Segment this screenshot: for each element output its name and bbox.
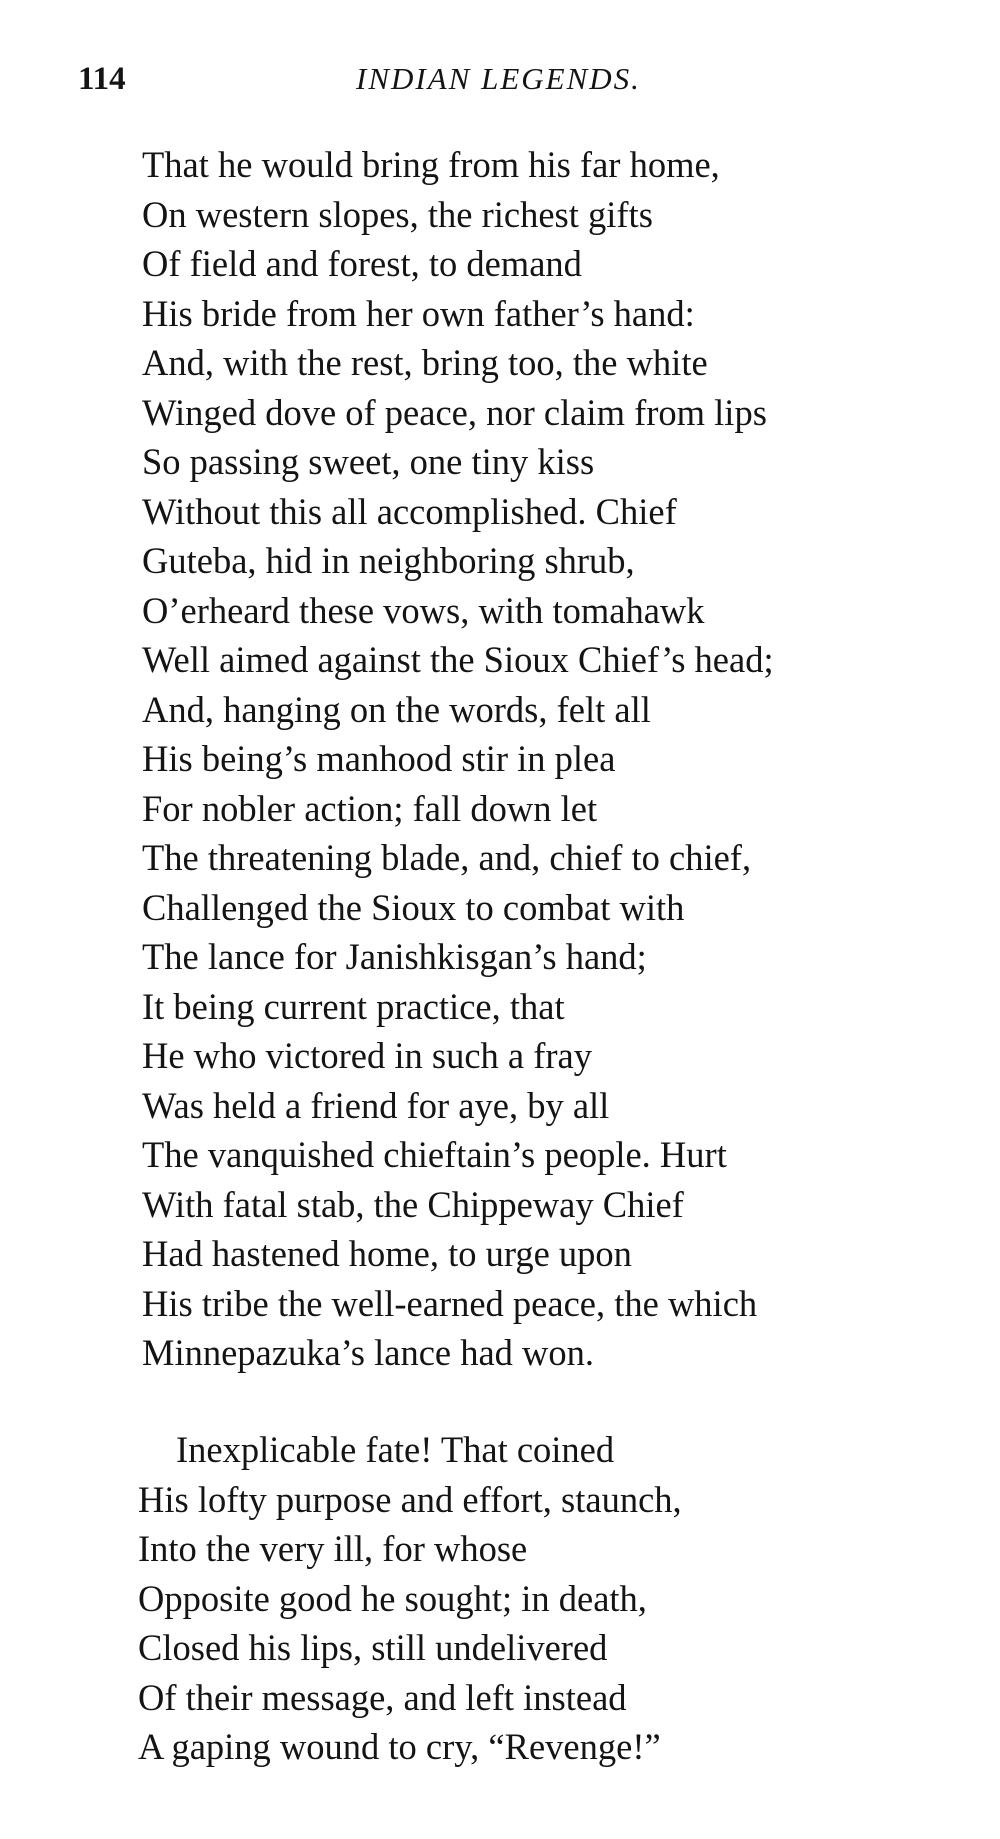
poem-line: That he would bring from his far home, <box>142 144 720 185</box>
poem-line: And, with the rest, bring too, the white <box>142 342 708 383</box>
poem-line: Closed his lips, still undelivered <box>138 1627 608 1668</box>
poem-stanza-1 <box>142 140 774 1378</box>
poem-line: On western slopes, the richest gifts <box>142 193 653 235</box>
poem-line: O’erheard these vows, with tomahawk <box>142 589 705 631</box>
page-number: 114 <box>78 61 126 97</box>
poem-line: Without this all accomplished. Chief <box>142 490 677 532</box>
poem-line: Guteba, hid in neighboring shrub, <box>142 540 635 581</box>
poem-line: For nobler action; fall down let <box>142 787 598 829</box>
poem-line: Was held a friend for aye, by all <box>142 1084 610 1126</box>
poem-line: Into the very ill, for whose <box>138 1528 528 1569</box>
poem-line: His lofty purpose and effort, staunch, <box>138 1478 682 1520</box>
poem-line: With fatal stab, the Chippeway Chief <box>142 1183 684 1225</box>
poem-line: His tribe the well-earned peace, the which <box>142 1282 758 1324</box>
poem-line: Of field and forest, to demand <box>142 243 582 284</box>
poem-line: And, hanging on the words, felt all <box>142 688 651 730</box>
poem-line: So passing sweet, one tiny kiss <box>142 441 595 482</box>
poem-stanza-2 <box>138 1425 682 1772</box>
poem-line: He who victored in such a fray <box>142 1035 593 1076</box>
poem-line: Minnepazuka’s lance had won. <box>142 1332 595 1373</box>
poem-line: Challenged the Sioux to combat with <box>142 886 685 928</box>
poem-line: Winged dove of peace, nor claim from lips <box>142 391 767 433</box>
poem-line: His being’s manhood stir in plea <box>142 738 616 779</box>
poem-line: His bride from her own father’s hand: <box>142 292 695 334</box>
poem-line: Opposite good he sought; in death, <box>138 1577 647 1619</box>
poem-line: Had hastened home, to urge upon <box>142 1233 632 1274</box>
running-title: INDIAN LEGENDS. <box>356 61 641 96</box>
poem-line: A gaping wound to cry, “Revenge!” <box>138 1726 661 1767</box>
poem-line: The vanquished chieftain’s people. Hurt <box>142 1134 727 1175</box>
poem-line: The lance for Janishkisgan’s hand; <box>142 936 647 977</box>
poem-line: Inexplicable fate! That coined <box>176 1429 615 1470</box>
poem-line: Of their message, and left instead <box>138 1676 627 1718</box>
poem-line: It being current practice, that <box>142 985 565 1027</box>
poem-line: The threatening blade, and, chief to chief, <box>142 837 752 878</box>
poem-line: Well aimed against the Sioux Chief’s head; <box>142 639 774 680</box>
